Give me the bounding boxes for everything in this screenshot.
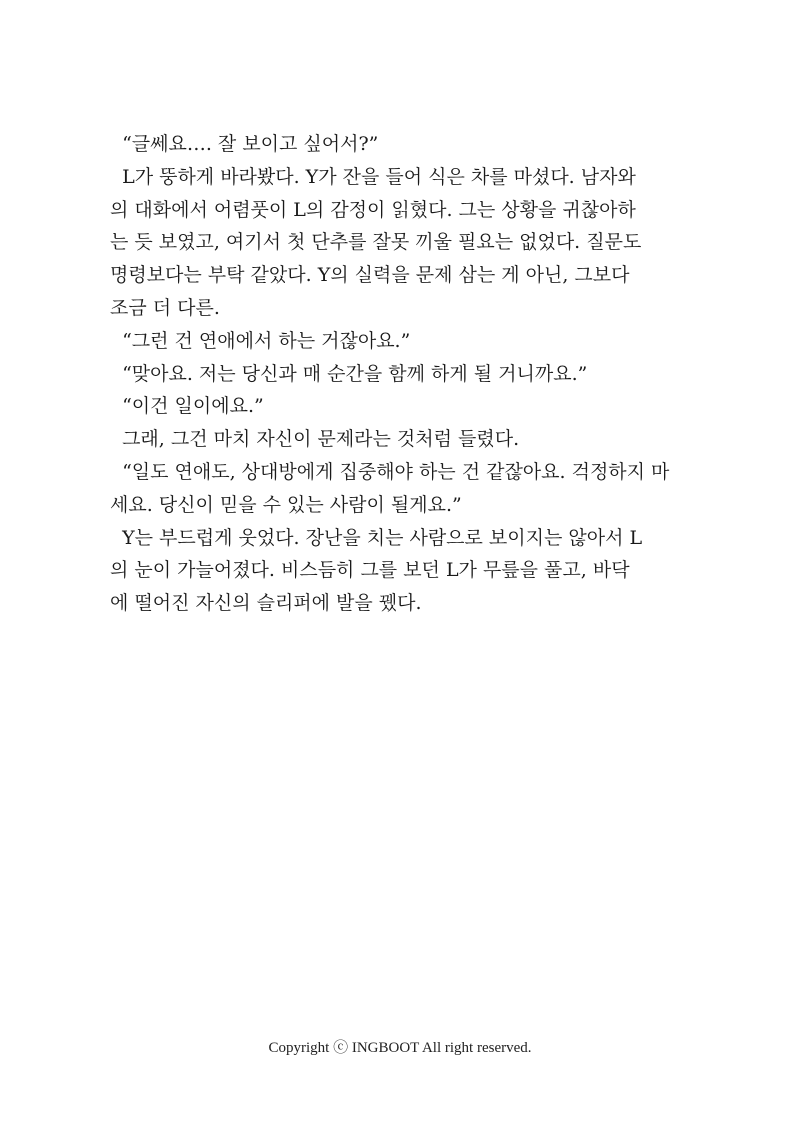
text-line: “글쎄요…. 잘 보이고 싶어서?” (110, 133, 379, 155)
text-line: 조금 더 다른. (110, 296, 220, 319)
text-line: 의 눈이 가늘어졌다. 비스듬히 그를 보던 L가 무릎을 풀고, 바닥 (110, 559, 630, 582)
text-line: L가 뚱하게 바라봤다. Y가 잔을 들어 식은 차를 마셨다. 남자와 (110, 165, 636, 188)
copyright-footer: Copyright ⓒ INGBOOT All right reserved. (268, 1040, 532, 1056)
text-line: “일도 연애도, 상대방에게 집중해야 하는 건 같잖아요. 걱정하지 마 (110, 460, 670, 483)
text-line: 의 대화에서 어렴풋이 L의 감정이 읽혔다. 그는 상황을 귀찮아하 (110, 198, 636, 221)
text-line: 에 떨어진 자신의 슬리퍼에 발을 뀄다. (110, 592, 422, 615)
body-text (110, 128, 692, 620)
text-line: 명령보다는 부탁 같았다. Y의 실력을 문제 삼는 게 아닌, 그보다 (110, 264, 630, 287)
text-line: 그래, 그건 마치 자신이 문제라는 것처럼 들렸다. (110, 428, 520, 451)
text-line: “이건 일이에요.” (110, 395, 264, 418)
text-line: Y는 부드럽게 웃었다. 장난을 치는 사람으로 보이지는 않아서 L (110, 526, 643, 549)
text-line: 는 듯 보였고, 여기서 첫 단추를 잘못 끼울 필요는 없었다. 질문도 (110, 231, 642, 254)
text-line: “그런 건 연애에서 하는 거잖아요.” (110, 329, 411, 352)
text-line: “맞아요. 저는 당신과 매 순간을 함께 하게 될 거니까요.” (110, 362, 588, 385)
text-line: 세요. 당신이 믿을 수 있는 사람이 될게요.” (110, 493, 462, 516)
